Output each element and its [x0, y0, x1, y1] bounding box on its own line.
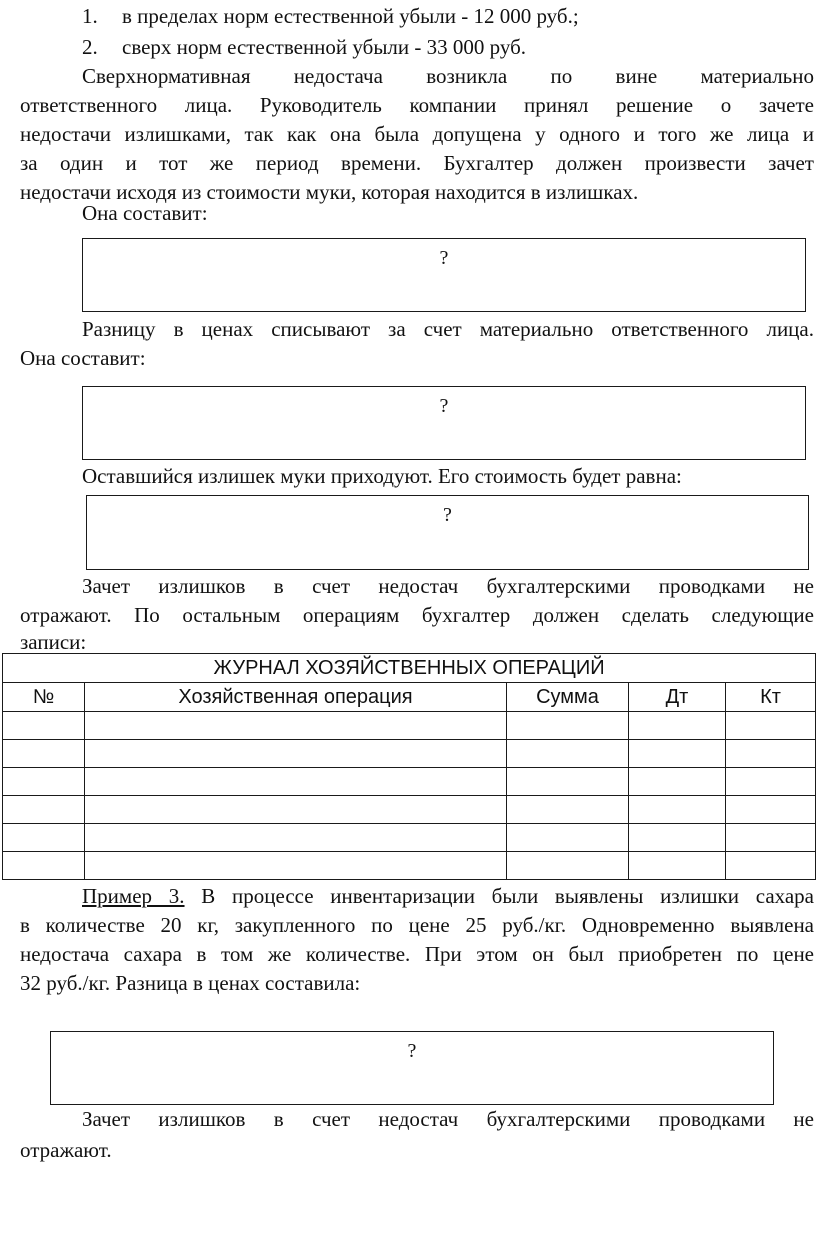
- paragraph-line: недостача сахара в том же количестве. При этом он был приобретен по цене: [20, 942, 814, 966]
- table-cell[interactable]: [85, 768, 507, 796]
- list-text: сверх норм естественной убыли - 33 000 руб.: [122, 35, 527, 59]
- table-cell[interactable]: [629, 712, 726, 740]
- table-cell[interactable]: [507, 712, 629, 740]
- table-cell[interactable]: [85, 796, 507, 824]
- column-header-number: №: [3, 683, 85, 712]
- list-text: в пределах норм естественной убыли - 12 000 руб.;: [122, 4, 579, 28]
- table-cell[interactable]: [629, 740, 726, 768]
- table-cell[interactable]: [85, 740, 507, 768]
- table-cell[interactable]: [726, 768, 816, 796]
- paragraph-line: в количестве 20 кг, закупленного по цене 25 руб./кг. Одновременно выявлена: [20, 913, 814, 937]
- journal-table: [2, 653, 816, 880]
- column-header-operation: Хозяйственная операция: [85, 683, 507, 712]
- list-number: 1.: [82, 4, 98, 28]
- table-cell[interactable]: [507, 740, 629, 768]
- table-cell[interactable]: [3, 852, 85, 880]
- paragraph-line: недостачи исходя из стоимости муки, которая находится в излишках.: [20, 180, 639, 204]
- paragraph-line: отражают.: [20, 1138, 112, 1162]
- paragraph-line: отражают. По остальным операциям бухгалтер должен сделать следующие: [20, 603, 814, 627]
- question-mark: ?: [439, 247, 449, 269]
- example-heading-line: [82, 882, 814, 911]
- example-label: Пример 3.: [82, 884, 185, 908]
- table-row: [3, 852, 816, 880]
- column-header-credit: Кт: [726, 683, 816, 712]
- column-header-debit: Дт: [629, 683, 726, 712]
- table-row: [3, 824, 816, 852]
- table-cell[interactable]: [85, 712, 507, 740]
- journal-title: ЖУРНАЛ ХОЗЯЙСТВЕННЫХ ОПЕРАЦИЙ: [3, 654, 816, 683]
- question-mark: ?: [439, 395, 449, 417]
- table-cell[interactable]: [726, 740, 816, 768]
- paragraph-line: ответственного лица. Руководитель компании принял решение о зачете: [20, 93, 814, 117]
- question-mark: ?: [407, 1040, 417, 1062]
- paragraph-line: записи:: [20, 630, 87, 654]
- table-cell[interactable]: [85, 824, 507, 852]
- table-cell[interactable]: [726, 712, 816, 740]
- list-item-2: [82, 33, 782, 62]
- paragraph-line: Она составит:: [82, 201, 208, 225]
- table-row: [3, 740, 816, 768]
- table-cell[interactable]: [507, 768, 629, 796]
- paragraph-line: Она составит:: [20, 346, 146, 370]
- list-number: 2.: [82, 35, 98, 59]
- table-cell[interactable]: [3, 740, 85, 768]
- table-cell[interactable]: [507, 796, 629, 824]
- list-item-1: [82, 2, 782, 31]
- paragraph-line: Разницу в ценах списывают за счет материально ответственного лица.: [82, 317, 814, 341]
- answer-box-3[interactable]: [86, 495, 809, 570]
- table-row: [3, 712, 816, 740]
- paragraph-line: Сверхнормативная недостача возникла по вине материально: [82, 64, 814, 88]
- table-cell[interactable]: [507, 824, 629, 852]
- table-row: [3, 796, 816, 824]
- paragraph-line: Зачет излишков в счет недостач бухгалтерскими проводками не: [82, 574, 814, 598]
- table-cell[interactable]: [629, 768, 726, 796]
- table-cell[interactable]: [629, 824, 726, 852]
- example-text: В процессе инвентаризации были выявлены излишки сахара: [184, 884, 815, 908]
- answer-box-4[interactable]: [50, 1031, 774, 1105]
- paragraph-line: 32 руб./кг. Разница в ценах составила:: [20, 971, 361, 995]
- table-cell[interactable]: [726, 852, 816, 880]
- paragraph-line: Оставшийся излишек муки приходуют. Его стоимость будет равна:: [82, 464, 682, 488]
- table-cell[interactable]: [726, 824, 816, 852]
- table-cell[interactable]: [629, 796, 726, 824]
- column-header-sum: Сумма: [507, 683, 629, 712]
- paragraph-line: Зачет излишков в счет недостач бухгалтерскими проводками не: [82, 1107, 814, 1131]
- table-cell[interactable]: [3, 768, 85, 796]
- table-cell[interactable]: [3, 824, 85, 852]
- answer-box-2[interactable]: [82, 386, 806, 460]
- table-cell[interactable]: [629, 852, 726, 880]
- table-row: [3, 768, 816, 796]
- table-cell[interactable]: [507, 852, 629, 880]
- table-cell[interactable]: [726, 796, 816, 824]
- answer-box-1[interactable]: [82, 238, 806, 312]
- table-cell[interactable]: [85, 852, 507, 880]
- table-cell[interactable]: [3, 796, 85, 824]
- table-cell[interactable]: [3, 712, 85, 740]
- paragraph-line: за один и тот же период времени. Бухгалтер должен произвести зачет: [20, 151, 814, 175]
- question-mark: ?: [443, 504, 452, 526]
- paragraph-line: недостачи излишками, так как она была допущена у одного и того же лица и: [20, 122, 814, 146]
